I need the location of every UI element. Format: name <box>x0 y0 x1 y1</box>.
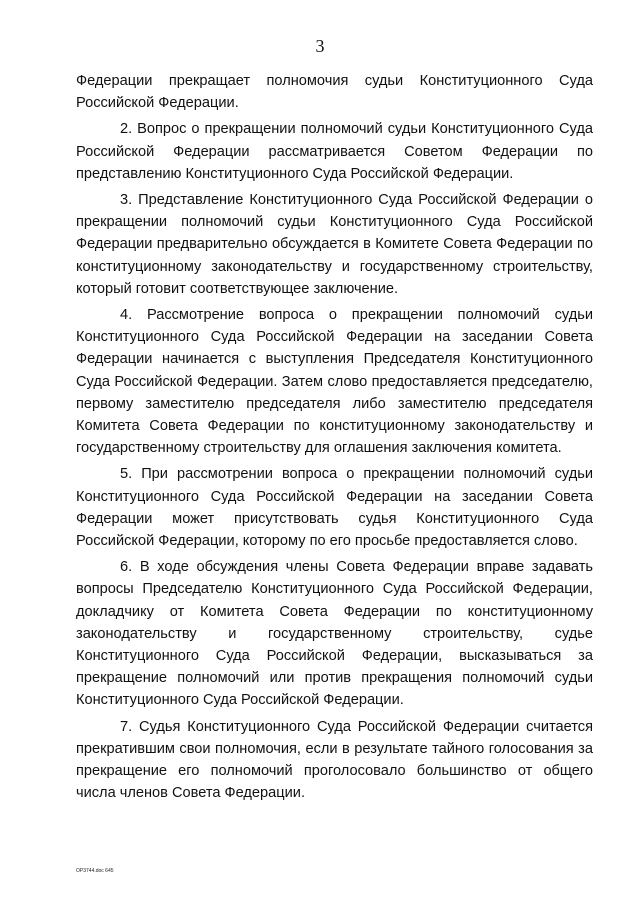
document-body <box>76 70 593 809</box>
paragraph-7: 7. Судья Конституционного Суда Российской Федерации считается прекратившим свои полномочия, если в результате тайного голосования за прекращение его полномочий проголосовало большинство от общего числа членов Совета Федерации. <box>76 718 593 802</box>
paragraph-3: 3. Представление Конституционного Суда Российской Федерации о прекращении полномочий судьи Конституционного Суда Российской Федерации предварительно обсуждается в Комитете Совета Федерации по конституционному законодательству и государственному строительству, который готовит соответствующее заключение. <box>76 192 593 297</box>
file-reference-footer: ОР3744.doc 645 <box>76 868 114 874</box>
paragraph-4: 4. Рассмотрение вопроса о прекращении полномочий судьи Конституционного Суда Российской Федерации на заседании Совета Федерации начинается с выступления Председателя Конституционного Суда Российской Федерации. Затем слово предоставляется председателю, первому заместителю председателя либо заместителю председателя Комитета Совета Федерации по конституционному законодательству и государственному строительству для оглашения заключения комитета. <box>76 307 593 457</box>
page-number: 3 <box>315 36 325 56</box>
paragraph-5: 5. При рассмотрении вопроса о прекращении полномочий судьи Конституционного Суда Российской Федерации на заседании Совета Федерации может присутствовать судья Конституционного Суда Российской Федерации, которому по его просьбе предоставляется слово. <box>76 466 593 550</box>
paragraph-2: 2. Вопрос о прекращении полномочий судьи Конституционного Суда Российской Федерации рассматривается Советом Федерации по представлению Конституционного Суда Российской Федерации. <box>76 121 593 182</box>
paragraph-continuation: Федерации прекращает полномочия судьи Конституционного Суда Российской Федерации. <box>76 73 593 112</box>
paragraph-6: 6. В ходе обсуждения члены Совета Федерации вправе задавать вопросы Председателю Конституционного Суда Российской Федерации, докладчику от Комитета Совета Федерации по конституционному законодательству и государственному строительству, судье Конституционного Суда Российской Федерации, высказываться за прекращение полномочий или против прекращения полномочий судьи Конституционного Суда Российской Федерации. <box>76 559 593 709</box>
